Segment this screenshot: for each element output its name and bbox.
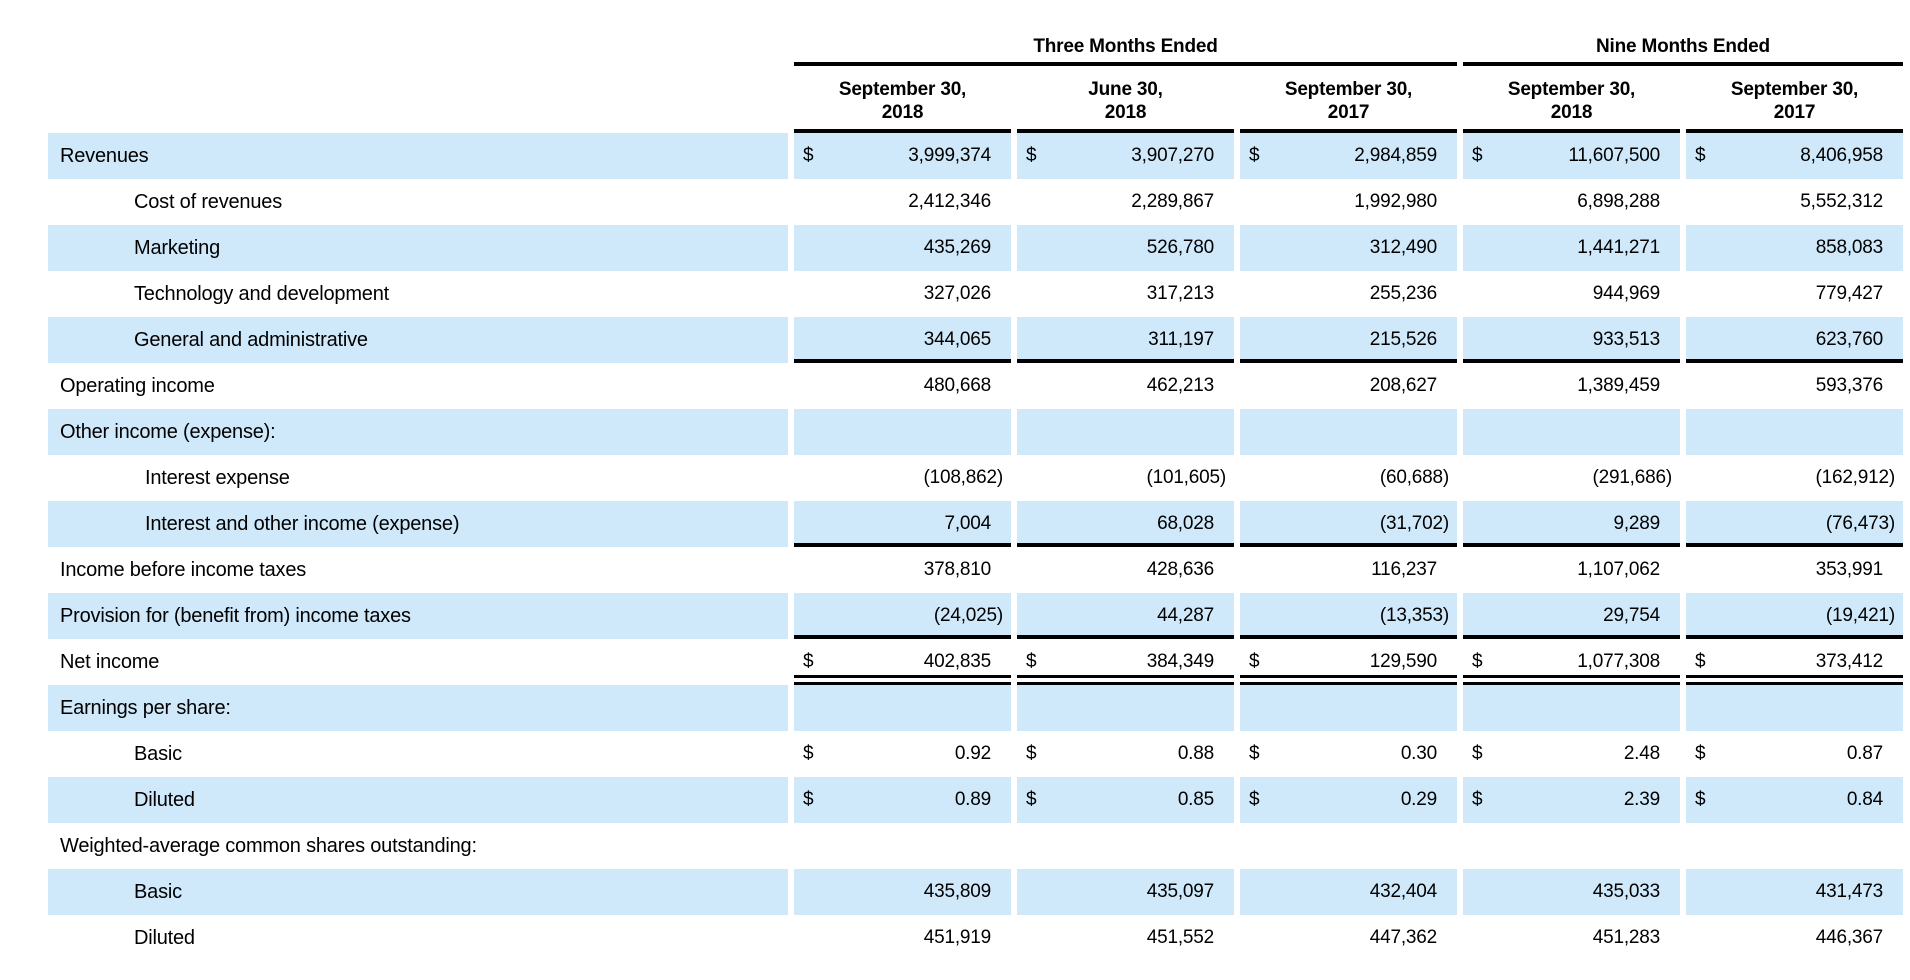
value-cell [1017,593,1234,639]
table-row [48,179,1910,225]
value-cell [1017,501,1234,547]
row-label: Weighted-average common shares outstanding: [60,834,477,857]
value-cell [1240,409,1457,455]
value-cell [1463,225,1680,271]
row-label: General and administrative [48,317,788,363]
row-label: Earnings per share: [48,685,788,731]
row-label: Net income [60,650,160,673]
value-cell [1017,455,1234,501]
value-cell [794,915,1011,961]
value-cell [1240,363,1457,409]
row-label: Diluted [134,926,195,949]
period-year-line: 2017 [1773,102,1816,123]
value-cell [1240,317,1457,363]
value-cell [1463,639,1680,685]
period-year-line: 2018 [1550,102,1593,123]
cell-value: (108,862) [923,467,1003,488]
value-cell [794,777,1011,823]
period-header-col-2 [1017,66,1234,133]
cell-value: 2,289,867 [1131,191,1214,212]
period-date-line: September 30, [1284,79,1413,100]
dollar-sign: $ [1472,651,1483,672]
cell-value: 0.89 [954,789,991,810]
cell-value: 373,412 [1815,651,1883,672]
cell-value: 11,607,500 [1568,145,1660,166]
value-cell [1686,547,1903,593]
cell-value: 327,026 [923,283,991,304]
dollar-sign: $ [1695,145,1706,166]
table-row [48,317,1910,363]
cell-value: 3,907,270 [1131,145,1214,166]
cell-value: 431,473 [1815,881,1883,902]
cell-value: 312,490 [1369,237,1437,258]
cell-value: 129,590 [1369,651,1437,672]
value-cell [1463,593,1680,639]
value-cell [794,639,1011,685]
value-cell [1463,179,1680,225]
cell-value: 7,004 [944,513,991,534]
value-cell [794,731,1011,777]
value-cell [1017,271,1234,317]
value-cell [794,363,1011,409]
dollar-sign: $ [1026,743,1037,764]
value-cell [794,869,1011,915]
cell-value: (19,421) [1825,605,1895,626]
cell-value: 435,269 [923,237,991,258]
period-header-col-1 [794,66,1011,133]
value-cell [794,823,1011,869]
value-cell [1463,731,1680,777]
cell-value: 451,919 [923,927,991,948]
value-cell [1686,777,1903,823]
cell-value: 255,236 [1369,283,1437,304]
cell-value: 435,809 [923,881,991,902]
dollar-sign: $ [1026,145,1037,166]
dollar-sign: $ [803,145,814,166]
cell-value: 1,441,271 [1577,237,1660,258]
value-cell [794,179,1011,225]
table-row [48,915,1910,961]
value-cell [1686,731,1903,777]
value-cell [1240,179,1457,225]
value-cell [794,317,1011,363]
cell-value: 0.30 [1400,743,1437,764]
value-cell [1017,731,1234,777]
cell-value: (101,605) [1146,467,1226,488]
row-label: Diluted [48,777,788,823]
value-cell [1240,455,1457,501]
value-cell [1017,179,1234,225]
cell-value: 208,627 [1369,375,1437,396]
value-cell [1686,593,1903,639]
cell-value: 446,367 [1815,927,1883,948]
row-label: Interest and other income (expense) [48,501,788,547]
period-year-line: 2018 [1104,102,1147,123]
value-cell [1240,731,1457,777]
value-cell [794,409,1011,455]
cell-value: 1,992,980 [1354,191,1437,212]
table-row [48,823,1910,869]
cell-value: 2.39 [1623,789,1660,810]
dollar-sign: $ [1472,789,1483,810]
value-cell [1686,501,1903,547]
table-row [48,593,1910,639]
value-cell [1463,685,1680,731]
value-cell [794,501,1011,547]
cell-value: 2,412,346 [908,191,991,212]
value-cell [1240,133,1457,179]
value-cell [1463,133,1680,179]
value-cell [794,133,1011,179]
row-label: Cost of revenues [134,190,282,213]
value-cell [1686,685,1903,731]
value-cell [1240,547,1457,593]
value-cell [1686,455,1903,501]
cell-value: 384,349 [1146,651,1214,672]
value-cell [1017,133,1234,179]
row-label: Basic [134,742,182,765]
cell-value: 1,077,308 [1577,651,1660,672]
cell-value: 9,289 [1613,513,1660,534]
table-row [48,639,1910,685]
cell-value: 44,287 [1157,605,1214,626]
value-cell [1463,455,1680,501]
value-cell [1463,409,1680,455]
cell-value: 462,213 [1146,375,1214,396]
value-cell [1240,777,1457,823]
value-cell [1017,823,1234,869]
row-label: Other income (expense): [48,409,788,455]
cell-value: (291,686) [1592,467,1672,488]
cell-value: 6,898,288 [1577,191,1660,212]
dollar-sign: $ [1249,789,1260,810]
value-cell [1017,547,1234,593]
cell-value: 0.92 [954,743,991,764]
dollar-sign: $ [803,651,814,672]
cell-value: 68,028 [1157,513,1214,534]
period-year-line: 2017 [1327,102,1370,123]
value-cell [1017,777,1234,823]
value-cell [1686,409,1903,455]
value-cell [1017,869,1234,915]
cell-value: 0.84 [1846,789,1883,810]
cell-value: 0.85 [1177,789,1214,810]
table-row [48,869,1910,915]
cell-value: 311,197 [1148,329,1214,350]
value-cell [1686,915,1903,961]
value-cell [1463,501,1680,547]
value-cell [1686,317,1903,363]
table-row [48,731,1910,777]
table-row [48,409,1910,455]
table-row [48,271,1910,317]
table-row [48,685,1910,731]
value-cell [1240,271,1457,317]
value-cell [794,547,1011,593]
cell-value: (162,912) [1815,467,1895,488]
dollar-sign: $ [1249,651,1260,672]
cell-value: 215,526 [1369,329,1437,350]
value-cell [1686,869,1903,915]
row-label: Provision for (benefit from) income taxes [48,593,788,639]
cell-value: 623,760 [1815,329,1883,350]
period-header-col-5 [1686,66,1903,133]
table-row [48,225,1910,271]
value-cell [1463,317,1680,363]
value-cell [1240,501,1457,547]
period-date-line: June 30, [1088,79,1163,100]
cell-value: (24,025) [933,605,1003,626]
dollar-sign: $ [1026,789,1037,810]
cell-value: 0.87 [1846,743,1883,764]
row-label: Technology and development [134,282,389,305]
value-cell [1017,685,1234,731]
cell-value: 435,033 [1592,881,1660,902]
cell-value: 451,283 [1592,927,1660,948]
period-header-row [48,66,1910,133]
cell-value: 944,969 [1592,283,1660,304]
value-cell [1017,225,1234,271]
value-cell [1017,317,1234,363]
dollar-sign: $ [1695,743,1706,764]
cell-value: 447,362 [1369,927,1437,948]
table-row [48,363,1910,409]
value-cell [794,271,1011,317]
value-cell [1686,271,1903,317]
cell-value: 428,636 [1146,559,1214,580]
value-cell [1017,409,1234,455]
dollar-sign: $ [1695,651,1706,672]
cell-value: 0.88 [1177,743,1214,764]
value-cell [1463,363,1680,409]
row-label: Marketing [48,225,788,271]
row-label: Operating income [60,374,215,397]
period-date-line: September 30, [838,79,967,100]
cell-value: 779,427 [1815,283,1883,304]
dollar-sign: $ [1249,145,1260,166]
value-cell [1686,363,1903,409]
dollar-sign: $ [1472,145,1483,166]
value-cell [1017,915,1234,961]
table-row [48,501,1910,547]
value-cell [1686,639,1903,685]
table-row [48,455,1910,501]
dollar-sign: $ [1249,743,1260,764]
row-label: Income before income taxes [60,558,307,581]
cell-value: 29,754 [1603,605,1660,626]
value-cell [1686,823,1903,869]
period-header-col-3 [1240,66,1457,133]
value-cell [1463,915,1680,961]
cell-value: 432,404 [1369,881,1437,902]
table-row [48,777,1910,823]
row-label: Interest expense [145,466,290,489]
value-cell [1240,915,1457,961]
cell-value: 317,213 [1146,283,1214,304]
cell-value: 933,513 [1592,329,1660,350]
value-cell [1686,133,1903,179]
cell-value: 526,780 [1146,237,1214,258]
row-label: Revenues [48,133,788,179]
value-cell [1240,685,1457,731]
cell-value: 593,376 [1815,375,1883,396]
cell-value: 1,389,459 [1577,375,1660,396]
period-header-spacer [48,66,788,133]
cell-value: 2,984,859 [1354,145,1437,166]
value-cell [1463,869,1680,915]
cell-value: (60,688) [1379,467,1449,488]
period-date-line: September 30, [1730,79,1859,100]
value-cell [1240,869,1457,915]
dollar-sign: $ [1026,651,1037,672]
value-cell [1240,225,1457,271]
table-row [48,133,1910,179]
col-group-nine-months-ended: Nine Months Ended [1463,36,1903,66]
period-date-line: September 30, [1507,79,1636,100]
value-cell [1240,639,1457,685]
cell-value: 344,065 [923,329,991,350]
value-cell [1463,777,1680,823]
value-cell [1463,271,1680,317]
cell-value: 0.29 [1400,789,1437,810]
cell-value: 402,835 [923,651,991,672]
table-body [48,133,1910,961]
cell-value: 116,237 [1371,559,1437,580]
value-cell [1686,179,1903,225]
cell-value: 8,406,958 [1800,145,1883,166]
cell-value: (76,473) [1825,513,1895,534]
period-year-line: 2018 [881,102,924,123]
cell-value: 1,107,062 [1577,559,1660,580]
cell-value: 378,810 [923,559,991,580]
cell-value: 5,552,312 [1800,191,1883,212]
value-cell [1686,225,1903,271]
value-cell [794,685,1011,731]
cell-value: 451,552 [1146,927,1214,948]
dollar-sign: $ [803,789,814,810]
row-label: Basic [48,869,788,915]
value-cell [1240,593,1457,639]
value-cell [1463,547,1680,593]
value-cell [794,225,1011,271]
cell-value: 858,083 [1815,237,1883,258]
dollar-sign: $ [803,743,814,764]
cell-value: 480,668 [923,375,991,396]
cell-value: 3,999,374 [908,145,991,166]
dollar-sign: $ [1472,743,1483,764]
value-cell [1240,823,1457,869]
period-header-col-4 [1463,66,1680,133]
value-cell [1463,823,1680,869]
value-cell [794,593,1011,639]
dollar-sign: $ [1695,789,1706,810]
cell-value: (13,353) [1379,605,1449,626]
value-cell [1017,639,1234,685]
column-group-header-row [48,0,1910,66]
cell-value: 435,097 [1146,881,1214,902]
value-cell [1017,363,1234,409]
cell-value: 2.48 [1623,743,1660,764]
table-row [48,547,1910,593]
value-cell [794,455,1011,501]
cell-value: (31,702) [1379,513,1449,534]
col-group-three-months-ended: Three Months Ended [794,36,1457,66]
cell-value: 353,991 [1815,559,1883,580]
